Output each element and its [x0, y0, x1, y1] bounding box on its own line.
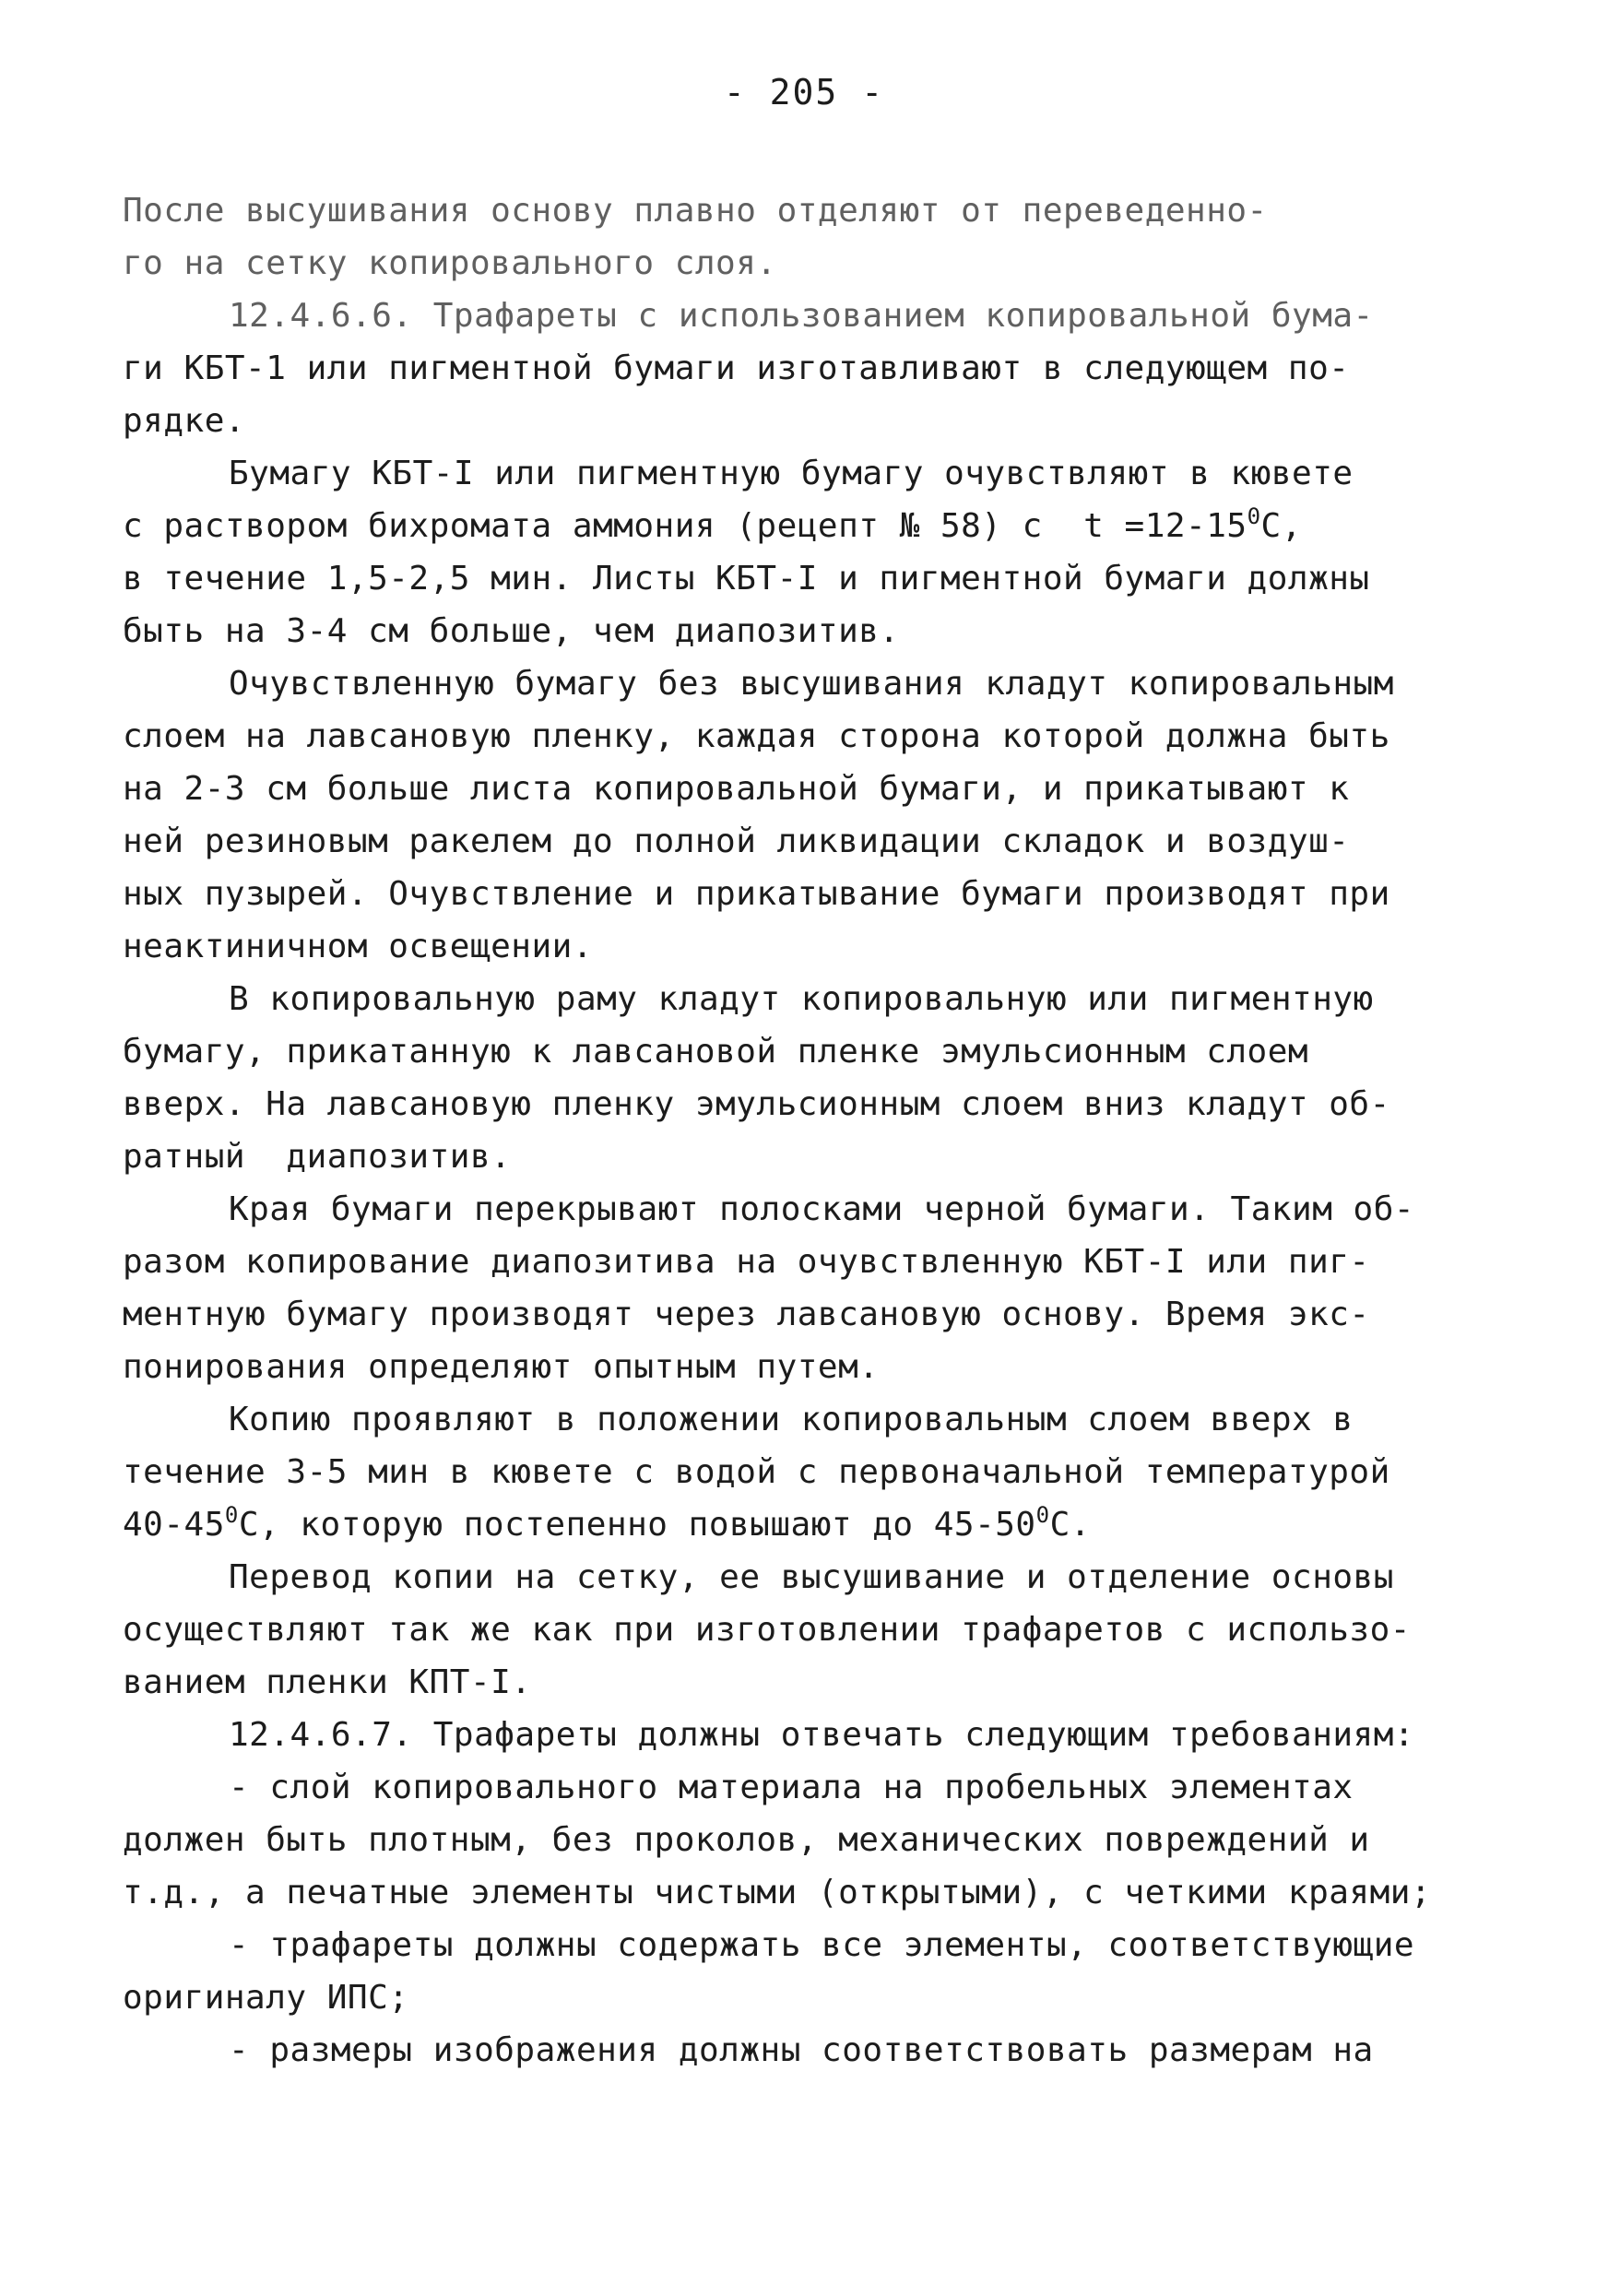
line-text: должен быть плотным, без проколов, механических повреждений и	[123, 1821, 1370, 1859]
text-line	[123, 1814, 1506, 1866]
line-text: понирования определяют опытным путем.	[123, 1348, 880, 1386]
line-text: - трафареты должны содержать все элементы, соответствующие	[229, 1926, 1415, 1964]
line-text: ратный диапозитив.	[123, 1138, 512, 1176]
line-text: - размеры изображения должны соответствовать размерам на	[229, 2031, 1374, 2069]
text-line	[123, 815, 1506, 868]
line-text: го на сетку копировального слоя.	[123, 244, 777, 282]
line-text: - слой копировального материала на пробельных элементах	[229, 1769, 1354, 1806]
text-line	[123, 447, 1506, 500]
line-text: разом копирование диапозитива на очувствленную КБТ-I или пиг-	[123, 1243, 1370, 1281]
line-text: С, которую постепенно повышают до 45-50	[238, 1506, 1036, 1544]
text-line	[123, 1919, 1506, 1971]
text-line	[123, 1656, 1506, 1709]
text-line	[123, 973, 1506, 1025]
line-text: ментную бумагу производят через лавсановую основу. Время экс-	[123, 1296, 1370, 1333]
line-text: быть на 3-4 см больше, чем диапозитив.	[123, 612, 900, 650]
line-text: с раствором бихромата аммония (рецепт № 58) с t =12-15	[123, 507, 1247, 545]
text-line	[123, 1130, 1506, 1183]
line-text: В копировальную раму кладут копировальную или пигментную	[229, 980, 1374, 1018]
line-text: т.д., а печатные элементы чистыми (открытыми), с четкими краями;	[123, 1874, 1432, 1911]
line-text: 12.4.6.6. Трафареты с использованием копировальной бума-	[229, 297, 1374, 335]
superscript: 0	[224, 1502, 239, 1528]
line-text: 40-45	[123, 1506, 225, 1544]
superscript: 0	[1035, 1502, 1050, 1528]
text-line	[123, 1498, 1506, 1551]
text-line	[123, 500, 1506, 552]
line-text: осуществляют так же как при изготовлении трафаретов с использо-	[123, 1611, 1411, 1649]
line-text: течение 3-5 мин в кювете с водой с первоначальной температурой	[123, 1453, 1390, 1491]
line-text: слоем на лавсановую пленку, каждая сторона которой должна быть	[123, 717, 1390, 755]
text-line	[123, 1236, 1506, 1288]
text-line	[123, 1025, 1506, 1078]
text-line	[123, 1288, 1506, 1341]
text-line	[123, 605, 1506, 657]
text-line	[123, 868, 1506, 920]
text-line	[123, 920, 1506, 973]
line-text: рядке.	[123, 402, 246, 440]
line-text: Края бумаги перекрывают полосками черной бумаги. Таким об-	[229, 1190, 1415, 1228]
text-line	[123, 657, 1506, 710]
text-line	[123, 395, 1506, 447]
line-text: ги КБТ-1 или пигментной бумаги изготавливают в следующем по-	[123, 349, 1350, 387]
text-line	[123, 710, 1506, 763]
line-text: на 2-3 см больше листа копировальной бумаги, и прикатывают к	[123, 770, 1350, 808]
text-line	[123, 184, 1506, 237]
text-line	[123, 290, 1506, 342]
text-line	[123, 1551, 1506, 1604]
text-line	[123, 342, 1506, 395]
text-line	[123, 1446, 1506, 1498]
line-text: Очувствленную бумагу без высушивания кладут копировальным	[229, 665, 1394, 703]
line-text: в течение 1,5-2,5 мин. Листы КБТ-I и пигментной бумаги должны	[123, 560, 1370, 598]
line-text: ней резиновым ракелем до полной ликвидации складок и воздуш-	[123, 823, 1350, 860]
text-line	[123, 552, 1506, 605]
text-line	[123, 1341, 1506, 1393]
text-line	[123, 1709, 1506, 1761]
text-line	[123, 1866, 1506, 1919]
superscript: 0	[1247, 503, 1261, 529]
line-text: С.	[1049, 1506, 1091, 1544]
line-text: неактиничном освещении.	[123, 928, 593, 965]
line-text: С,	[1260, 507, 1302, 545]
page-number: - 205 -	[723, 72, 885, 112]
text-line	[123, 1761, 1506, 1814]
text-line	[123, 1604, 1506, 1656]
line-text: оригиналу ИПС;	[123, 1979, 409, 2017]
line-text: бумагу, прикатанную к лавсановой пленке эмульсионным слоем	[123, 1033, 1309, 1071]
line-text: ных пузырей. Очувствление и прикатывание бумаги производят при	[123, 875, 1390, 913]
line-text: После высушивания основу плавно отделяют от переведенно-	[123, 192, 1268, 230]
line-text: Перевод копии на сетку, ее высушивание и отделение основы	[229, 1558, 1394, 1596]
document-body	[123, 184, 1506, 2077]
line-text: ванием пленки КПТ-I.	[123, 1663, 532, 1701]
line-text: Бумагу КБТ-I или пигментную бумагу очувствляют в кювете	[229, 455, 1354, 492]
text-line	[123, 1393, 1506, 1446]
text-line	[123, 237, 1506, 290]
line-text: 12.4.6.7. Трафареты должны отвечать следующим требованиям:	[229, 1716, 1415, 1754]
line-text: Копию проявляют в положении копировальным слоем вверх в	[229, 1401, 1354, 1438]
text-line	[123, 763, 1506, 815]
text-line	[123, 2024, 1506, 2077]
text-line	[123, 1183, 1506, 1236]
text-line	[123, 1971, 1506, 2024]
text-line	[123, 1078, 1506, 1130]
line-text: вверх. На лавсановую пленку эмульсионным слоем вниз кладут об-	[123, 1085, 1390, 1123]
